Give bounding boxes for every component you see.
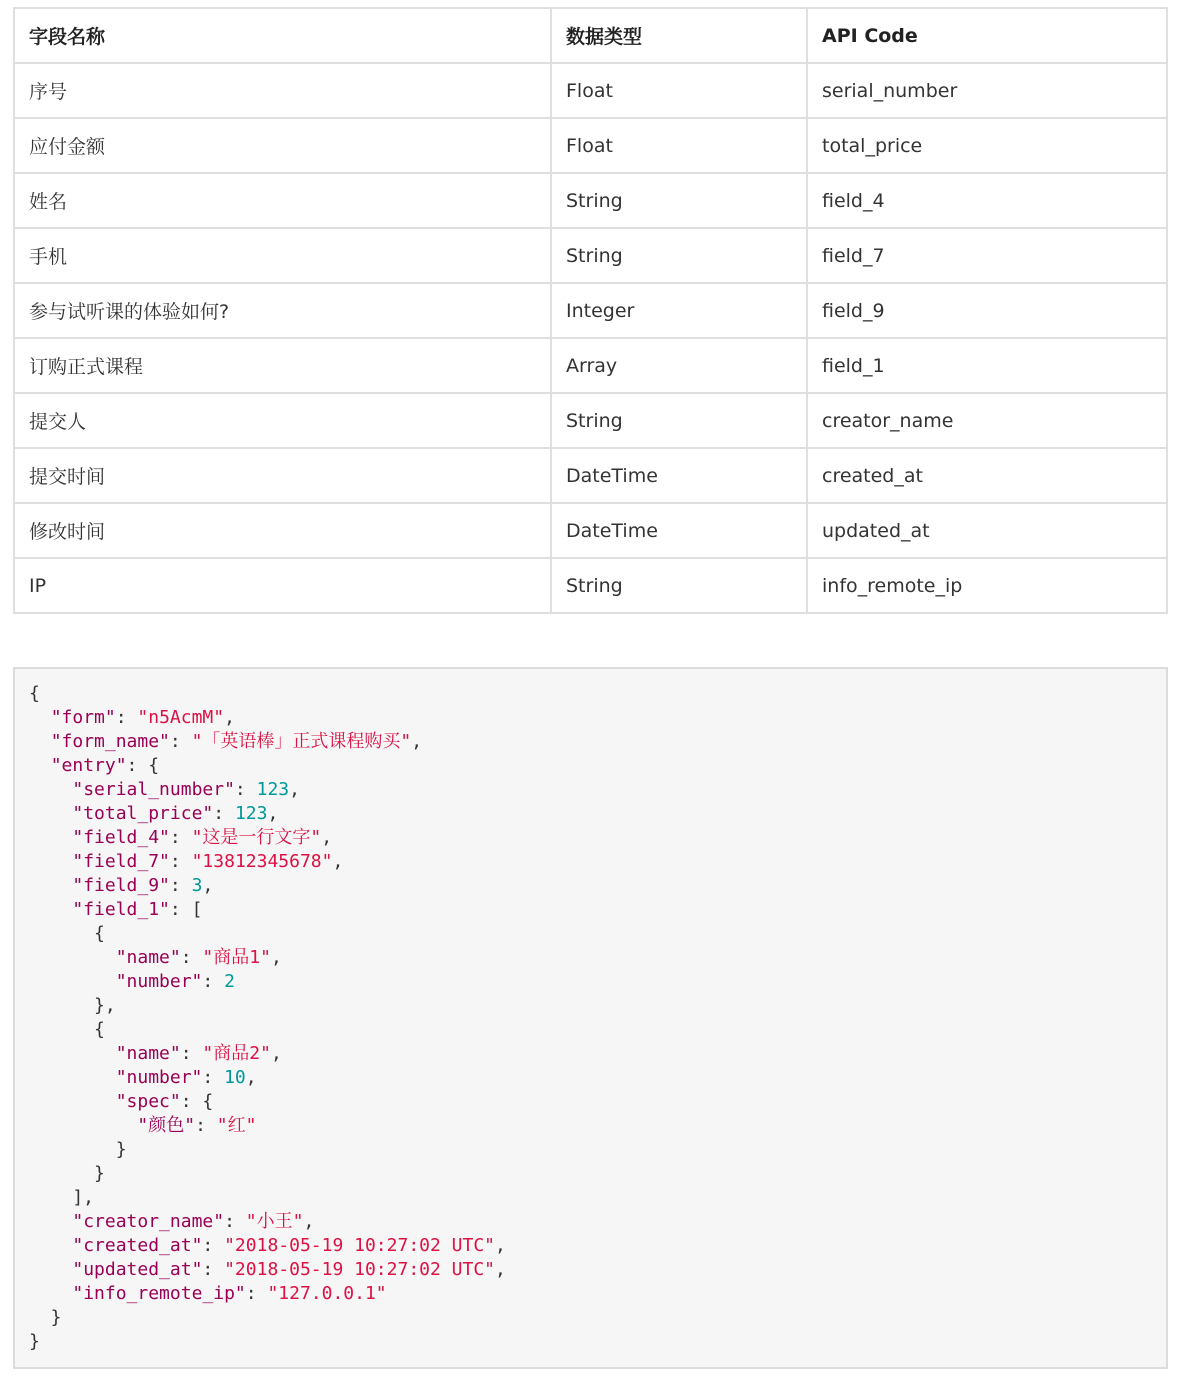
json-punctuation: { — [29, 683, 40, 704]
json-punctuation: } — [29, 1307, 62, 1328]
json-string: "商品1" — [202, 947, 271, 968]
table-row — [14, 118, 1167, 173]
json-punctuation — [29, 731, 51, 752]
json-punctuation: : — [180, 1043, 203, 1064]
json-string: "2018-05-19 10:27:02 UTC" — [224, 1235, 496, 1256]
header-field-name: 字段名称 — [14, 8, 551, 63]
api-code-cell: field_7 — [807, 228, 1167, 283]
json-string: "127.0.0.1" — [267, 1283, 387, 1304]
json-punctuation — [29, 851, 72, 872]
json-string: "13812345678" — [191, 851, 333, 872]
api-code-cell: field_1 — [807, 338, 1167, 393]
data-type-cell: String — [551, 558, 807, 613]
json-number: 2 — [224, 971, 235, 992]
field-name-cell: 提交人 — [14, 393, 551, 448]
json-string: "小王" — [245, 1211, 304, 1232]
json-number: 3 — [191, 875, 203, 896]
table-row — [14, 63, 1167, 118]
header-data-type: 数据类型 — [551, 8, 807, 63]
json-key: "total_price" — [72, 803, 214, 824]
data-type-cell: DateTime — [551, 503, 807, 558]
json-punctuation — [29, 1043, 116, 1064]
json-key: "field_1" — [72, 899, 170, 920]
json-punctuation: , — [495, 1259, 506, 1280]
json-key: "updated_at" — [72, 1259, 203, 1280]
json-key: "number" — [115, 971, 203, 992]
field-table — [13, 7, 1168, 614]
json-punctuation: : { — [126, 755, 160, 776]
json-punctuation: : — [202, 1067, 225, 1088]
json-punctuation — [29, 1235, 72, 1256]
json-punctuation: : — [202, 1259, 225, 1280]
json-key: "field_9" — [72, 875, 170, 896]
field-name-cell: IP — [14, 558, 551, 613]
table-row — [14, 393, 1167, 448]
json-punctuation: }, — [29, 995, 116, 1016]
json-punctuation: } — [29, 1163, 105, 1184]
json-key: "entry" — [50, 755, 127, 776]
table-row — [14, 173, 1167, 228]
table-row — [14, 558, 1167, 613]
json-punctuation: { — [29, 923, 105, 944]
table-body — [14, 63, 1167, 613]
json-number: 123 — [256, 779, 290, 800]
data-type-cell: String — [551, 173, 807, 228]
table-row — [14, 338, 1167, 393]
json-punctuation: : [ — [169, 899, 203, 920]
header-api-code: API Code — [807, 8, 1167, 63]
json-punctuation: : — [234, 779, 257, 800]
json-punctuation — [29, 755, 51, 776]
json-key: "name" — [115, 947, 181, 968]
json-punctuation: , — [411, 731, 423, 752]
json-code-block — [13, 667, 1168, 1369]
json-punctuation: , — [224, 707, 235, 728]
field-name-cell: 提交时间 — [14, 448, 551, 503]
json-punctuation: : — [169, 827, 192, 848]
json-string: "n5AcmM" — [137, 707, 225, 728]
field-name-cell: 参与试听课的体验如何? — [14, 283, 551, 338]
json-punctuation — [29, 1067, 116, 1088]
json-string: "「英语棒」正式课程购买" — [191, 731, 412, 752]
json-punctuation: , — [332, 851, 344, 872]
json-punctuation — [29, 875, 72, 896]
api-code-cell: total_price — [807, 118, 1167, 173]
json-punctuation: : — [224, 1211, 246, 1232]
json-key: "info_remote_ip" — [72, 1283, 246, 1304]
json-punctuation: : — [202, 971, 225, 992]
json-punctuation: , — [202, 875, 214, 896]
json-punctuation — [29, 947, 116, 968]
data-type-cell: Float — [551, 63, 807, 118]
json-code — [29, 682, 1166, 1354]
json-punctuation: } — [29, 1139, 127, 1160]
table-row — [14, 283, 1167, 338]
json-string: "红" — [216, 1115, 257, 1136]
json-punctuation — [29, 1259, 72, 1280]
json-punctuation — [29, 899, 72, 920]
data-type-cell: String — [551, 393, 807, 448]
api-code-cell: field_9 — [807, 283, 1167, 338]
field-name-cell: 应付金额 — [14, 118, 551, 173]
json-punctuation — [29, 803, 72, 824]
json-punctuation: } — [29, 1331, 40, 1352]
field-name-cell: 修改时间 — [14, 503, 551, 558]
json-punctuation: : — [169, 731, 192, 752]
json-punctuation — [29, 779, 72, 800]
json-punctuation: : — [180, 947, 203, 968]
json-key: "serial_number" — [72, 779, 235, 800]
json-punctuation: , — [267, 803, 279, 824]
api-code-cell: created_at — [807, 448, 1167, 503]
json-key: "created_at" — [72, 1235, 203, 1256]
json-punctuation: ], — [29, 1187, 95, 1208]
json-punctuation: { — [29, 1019, 105, 1040]
data-type-cell: Integer — [551, 283, 807, 338]
table-row — [14, 503, 1167, 558]
json-punctuation: , — [245, 1067, 257, 1088]
json-punctuation — [29, 827, 72, 848]
json-string: "2018-05-19 10:27:02 UTC" — [224, 1259, 496, 1280]
json-number: 10 — [224, 1067, 246, 1088]
json-key: "field_7" — [72, 851, 170, 872]
api-code-cell: updated_at — [807, 503, 1167, 558]
table-row — [14, 228, 1167, 283]
json-punctuation: , — [270, 947, 282, 968]
data-type-cell: Array — [551, 338, 807, 393]
api-code-cell: serial_number — [807, 63, 1167, 118]
json-punctuation: , — [495, 1235, 506, 1256]
api-code-cell: creator_name — [807, 393, 1167, 448]
json-string: "这是一行文字" — [191, 827, 322, 848]
field-name-cell: 手机 — [14, 228, 551, 283]
api-code-cell: field_4 — [807, 173, 1167, 228]
table-header-row — [14, 8, 1167, 63]
json-punctuation: , — [289, 779, 300, 800]
api-code-cell: info_remote_ip — [807, 558, 1167, 613]
json-punctuation: : — [213, 803, 235, 824]
json-punctuation — [29, 1115, 137, 1136]
json-punctuation: , — [321, 827, 333, 848]
data-type-cell: DateTime — [551, 448, 807, 503]
json-key: "form_name" — [50, 731, 170, 752]
field-name-cell: 订购正式课程 — [14, 338, 551, 393]
json-punctuation — [29, 1211, 72, 1232]
json-punctuation: : — [115, 707, 138, 728]
json-punctuation: , — [303, 1211, 315, 1232]
json-key: "field_4" — [72, 827, 170, 848]
json-key: "spec" — [115, 1091, 181, 1112]
json-punctuation: : — [169, 851, 192, 872]
json-punctuation — [29, 707, 51, 728]
field-name-cell: 姓名 — [14, 173, 551, 228]
table-row — [14, 448, 1167, 503]
json-key: "number" — [115, 1067, 203, 1088]
json-punctuation: , — [270, 1043, 282, 1064]
json-punctuation — [29, 971, 116, 992]
json-key: "name" — [115, 1043, 181, 1064]
json-punctuation — [29, 1091, 116, 1112]
json-punctuation — [29, 1283, 72, 1304]
json-number: 123 — [234, 803, 268, 824]
data-type-cell: String — [551, 228, 807, 283]
json-key: "creator_name" — [72, 1211, 225, 1232]
json-punctuation: : — [169, 875, 192, 896]
data-type-cell: Float — [551, 118, 807, 173]
json-key: "颜色" — [137, 1115, 196, 1136]
json-punctuation: : { — [180, 1091, 214, 1112]
field-name-cell: 序号 — [14, 63, 551, 118]
json-punctuation: : — [245, 1283, 268, 1304]
json-string: "商品2" — [202, 1043, 271, 1064]
json-punctuation: : — [195, 1115, 217, 1136]
json-key: "form" — [50, 707, 116, 728]
json-punctuation: : — [202, 1235, 225, 1256]
